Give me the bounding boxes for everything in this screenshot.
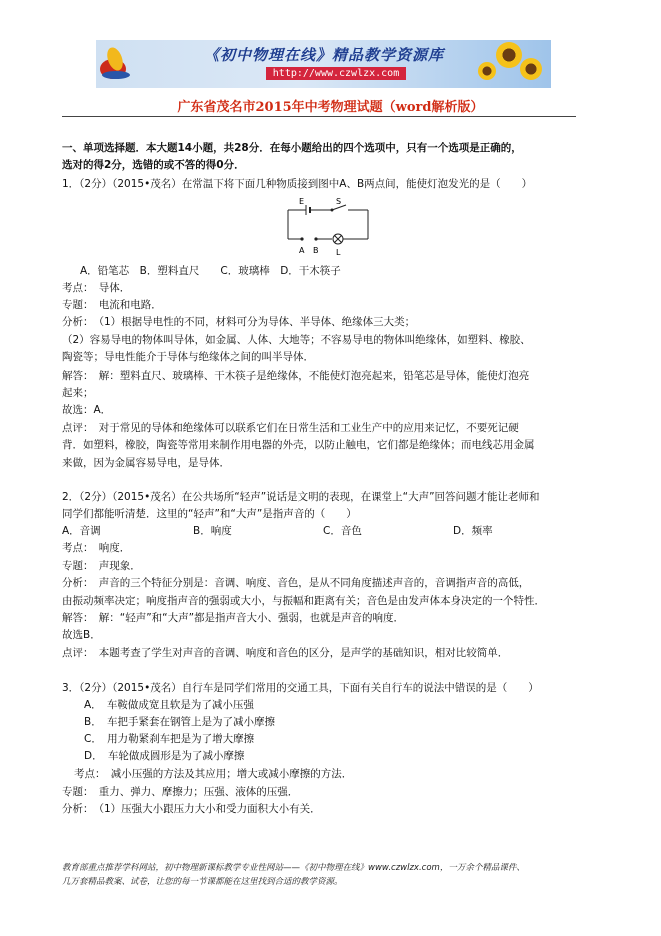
q3-stem: 3．（2分）（2015•茂名）自行车是同学们常用的交通工具，下面有关自行车的说法中错误的是（ ） bbox=[62, 682, 539, 694]
q3-fenxi: 分析： （1）压强大小跟压力大小和受力面积大小有关． bbox=[62, 803, 321, 815]
q1-zhuanti: 专题： 电流和电路． bbox=[62, 299, 162, 311]
q2-option-b: B．响度 bbox=[193, 525, 232, 537]
section-heading-line1: 一、单项选择题．本大题14小题，共28分．在每小题给出的四个选项中，只有一个选项是正确的， bbox=[62, 142, 522, 154]
sunflower-icon bbox=[520, 58, 542, 80]
site-logo-icon bbox=[100, 45, 130, 83]
q1-guxuan: 故选：A． bbox=[62, 404, 112, 416]
q1-kaodian: 考点： 导体． bbox=[62, 282, 131, 294]
q2-option-a: A．音调 bbox=[62, 525, 101, 537]
q1-jieda-2: 起来； bbox=[62, 387, 94, 399]
q3-option-c: C． 用力勒紧刹车把是为了增大摩擦 bbox=[84, 733, 255, 745]
footer-line-1: 教育部重点推荐学科网站，初中物理新课标教学专业性网站——《初中物理在线》www.czwlzx.com，一万余个精品课件、 bbox=[62, 863, 525, 873]
document-title: 广东省茂名市2015年中考物理试题（word解析版） bbox=[177, 100, 484, 115]
label-s: S bbox=[336, 197, 342, 206]
q2-option-d: D．频率 bbox=[453, 525, 493, 537]
q1-fenxi-2: （2）容易导电的物体叫导体，如金属、人体、大地等；不容易导电的物体叫绝缘体，如塑料、橡胶、 bbox=[62, 334, 531, 346]
q2-dianping: 点评： 本题考查了学生对声音的音调、响度和音色的区分，是声学的基础知识，相对比较简单． bbox=[62, 647, 509, 659]
q2-stem-2: 同学们都能听清楚．这里的“轻声”和“大声”是指声音的（ ） bbox=[62, 508, 357, 520]
q1-dianping-2: 背．如塑料，橡胶，陶瓷等常用来制作用电器的外壳，以防止触电，它们都是绝缘体；而电线芯用金属 bbox=[62, 439, 535, 451]
q2-stem-1: 2．（2分）（2015•茂名）在公共场所“轻声”说话是文明的表现，在课堂上“大声”回答问题才能让老师和 bbox=[62, 491, 540, 503]
q1-dianping-3: 来做，因为金属容易导电，是导体． bbox=[62, 457, 230, 469]
q1-fenxi-1: 分析： （1）根据导电性的不同，材料可分为导体、半导体、绝缘体三大类； bbox=[62, 316, 416, 328]
header-banner bbox=[96, 40, 551, 88]
label-e: E bbox=[299, 197, 305, 206]
q3-zhuanti: 专题： 重力、弹力、摩擦力；压强、液体的压强． bbox=[62, 786, 299, 798]
q2-fenxi-1: 分析： 声音的三个特征分别是：音调、响度、音色，是从不同角度描述声音的，音调指声音的高低， bbox=[62, 577, 530, 589]
label-l: L bbox=[336, 248, 341, 257]
q2-guxuan: 故选B． bbox=[62, 629, 101, 641]
q1-stem: 1．（2分）（2015•茂名）在常温下将下面几种物质接到图中A、B两点间，能使灯泡发光的是（ ） bbox=[62, 178, 533, 190]
q3-kaodian: 考点： 减小压强的方法及其应用；增大或减小摩擦的方法． bbox=[74, 768, 353, 780]
footer-line-2: 几万套精品教案、试卷，让您的每一节课都能在这里找到合适的教学资源。 bbox=[62, 877, 343, 887]
q1-fenxi-3: 陶瓷等；导电性能介于导体与绝缘体之间的叫半导体． bbox=[62, 351, 314, 363]
banner-url[interactable]: http://www.czwlzx.com bbox=[266, 67, 406, 80]
title-divider bbox=[62, 116, 576, 117]
label-b: B bbox=[313, 246, 319, 255]
banner-title: 《初中物理在线》精品教学资源库 bbox=[204, 46, 445, 64]
q2-kaodian: 考点： 响度． bbox=[62, 542, 131, 554]
q2-fenxi-2: 由振动频率决定；响度指声音的强弱或大小，与振幅和距离有关；音色是由发声体本身决定的一个特性． bbox=[62, 595, 545, 607]
q3-option-d: D． 车轮做成圆形是为了减小摩擦 bbox=[84, 750, 245, 762]
q3-option-a: A． 车鞍做成宽且软是为了减小压强 bbox=[84, 699, 254, 711]
q3-option-b: B． 车把手紧套在钢管上是为了减小摩擦 bbox=[84, 716, 275, 728]
label-a: A bbox=[299, 246, 305, 255]
q1-jieda-1: 解答： 解：塑料直尺、玻璃棒、干木筷子是绝缘体，不能使灯泡亮起来，铅笔芯是导体，能使灯泡亮 bbox=[62, 370, 530, 382]
q1-options: A．铅笔芯 B．塑料直尺 C．玻璃棒 D．干木筷子 bbox=[80, 265, 341, 277]
q2-option-c: C．音色 bbox=[323, 525, 362, 537]
sunflower-icon bbox=[478, 62, 496, 80]
sunflower-icon bbox=[496, 42, 522, 68]
q2-zhuanti: 专题： 声现象． bbox=[62, 560, 141, 572]
q2-jieda: 解答： 解：“轻声”和“大声”都是指声音大小、强弱，也就是声音的响度． bbox=[62, 612, 405, 624]
circuit-diagram bbox=[282, 196, 374, 258]
section-heading-line2: 选对的得2分，选错的或不答的得0分． bbox=[62, 159, 245, 171]
q1-dianping-1: 点评： 对于常见的导体和绝缘体可以联系它们在日常生活和工业生产中的应用来记忆，不要死记硬 bbox=[62, 422, 519, 434]
